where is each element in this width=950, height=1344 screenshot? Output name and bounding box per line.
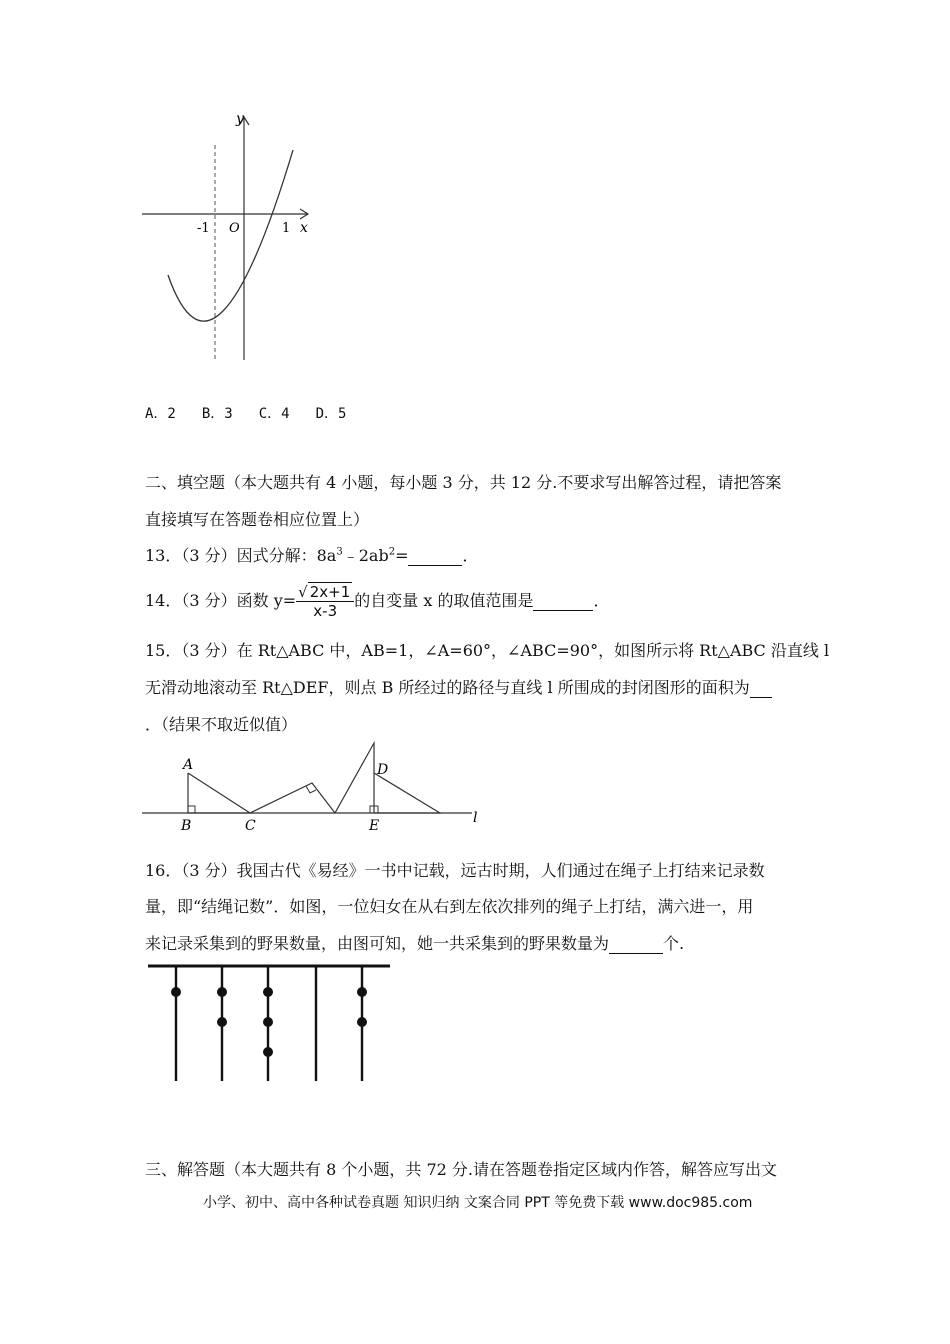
page-footer: 小学、初中、高中各种试卷真题 知识归纳 文案合同 PPT 等免费下载 www.doc985.com bbox=[203, 1195, 753, 1211]
label-origin: O bbox=[229, 221, 240, 236]
question-16-line1: 16．（3 分）我国古代《易经》一书中记载，远古时期，人们通过在绳子上打结来记录数 bbox=[145, 861, 765, 880]
q16-end: 个. bbox=[663, 934, 685, 953]
option-d: D．5 bbox=[315, 406, 347, 422]
q16-line3-text: 来记录采集到的野果数量，由图可知，她一共采集到的野果数量为 bbox=[145, 934, 610, 953]
question-15-line2 bbox=[145, 675, 772, 698]
parabola-graph bbox=[140, 105, 320, 365]
label-neg-one: -1 bbox=[197, 221, 210, 236]
knot bbox=[357, 1017, 367, 1027]
label-B: B bbox=[181, 818, 192, 834]
right-angle-b bbox=[188, 806, 195, 813]
q13-eq: = bbox=[395, 546, 409, 565]
section3-heading-line1: 三、解答题（本大题共有 8 个小题，共 72 分.请在答题卷指定区域内作答，解答应写出文 bbox=[145, 1160, 777, 1179]
q13-answer-blank[interactable] bbox=[408, 546, 462, 566]
label-l: l bbox=[473, 810, 478, 826]
label-E: E bbox=[369, 818, 380, 834]
answer-options bbox=[145, 403, 346, 423]
q14-answer-blank[interactable] bbox=[533, 591, 593, 611]
q14-prefix: 14．（3 分）函数 y= bbox=[145, 591, 297, 610]
knot bbox=[263, 1047, 273, 1057]
question-16-line2: 量，即“结绳记数”．如图，一位妇女在从右到左依次排列的绳子上打结，满六进一，用 bbox=[145, 897, 754, 916]
y-axis-label: y bbox=[236, 111, 244, 127]
section2-heading-line1: 二、填空题（本大题共有 4 小题，每小题 3 分，共 12 分.不要求写出解答过程，请把答案 bbox=[145, 473, 782, 492]
label-A: A bbox=[183, 757, 194, 773]
question-16-line3 bbox=[145, 931, 684, 954]
q15-line2-text: 无滑动地滚动至 Rt△DEF，则点 B 所经过的路径与直线 l 所围成的封闭图形的面积为 bbox=[145, 678, 750, 697]
q14-suffix: 的自变量 x 的取值范围是 bbox=[354, 591, 534, 610]
q14-end: ． bbox=[593, 591, 610, 610]
knot bbox=[217, 1017, 227, 1027]
q14-numerator: 2x+1 bbox=[309, 583, 351, 601]
label-C: C bbox=[245, 818, 256, 834]
x-axis-label: x bbox=[300, 220, 308, 236]
knot bbox=[263, 987, 273, 997]
q13-mid: ﹣2ab bbox=[342, 546, 389, 565]
knot bbox=[263, 1017, 273, 1027]
q13-end: ． bbox=[462, 546, 479, 565]
question-13 bbox=[145, 543, 479, 566]
q14-fraction: $\frac{√ 2x+1}{x-3}$ bbox=[296, 583, 354, 620]
q13-sup1: 3 bbox=[336, 546, 343, 558]
triangle-abc bbox=[188, 773, 250, 813]
option-b: B．3 bbox=[201, 406, 233, 422]
q16-answer-blank[interactable] bbox=[609, 934, 663, 954]
knotted-ropes-figure bbox=[145, 960, 395, 1085]
knot bbox=[357, 987, 367, 997]
triangle-tall bbox=[335, 743, 374, 813]
knot bbox=[217, 987, 227, 997]
q13-prefix: 13．（3 分）因式分解：8a bbox=[145, 546, 337, 565]
question-15-line3: ．（结果不取近似值） bbox=[145, 715, 298, 734]
triangle-rolling-figure bbox=[140, 740, 490, 835]
option-a: A．2 bbox=[145, 406, 176, 422]
triangle-def bbox=[374, 773, 440, 813]
q13-sup2: 2 bbox=[388, 546, 396, 558]
question-15-line1: 15．（3 分）在 Rt△ABC 中，AB=1，∠A=60°，∠ABC=90°，如图所示将 Rt△ABC 沿直线 l bbox=[145, 641, 830, 660]
label-D: D bbox=[377, 762, 389, 778]
triangle-middle bbox=[250, 783, 335, 813]
q14-denominator: x-3 bbox=[313, 602, 338, 620]
q15-answer-blank[interactable] bbox=[750, 678, 772, 698]
section2-heading-line2: 直接填写在答题卷相应位置上） bbox=[145, 510, 370, 529]
question-14 bbox=[145, 583, 610, 620]
option-c: C．4 bbox=[258, 406, 290, 422]
knot bbox=[171, 987, 181, 997]
label-one: 1 bbox=[282, 221, 291, 236]
